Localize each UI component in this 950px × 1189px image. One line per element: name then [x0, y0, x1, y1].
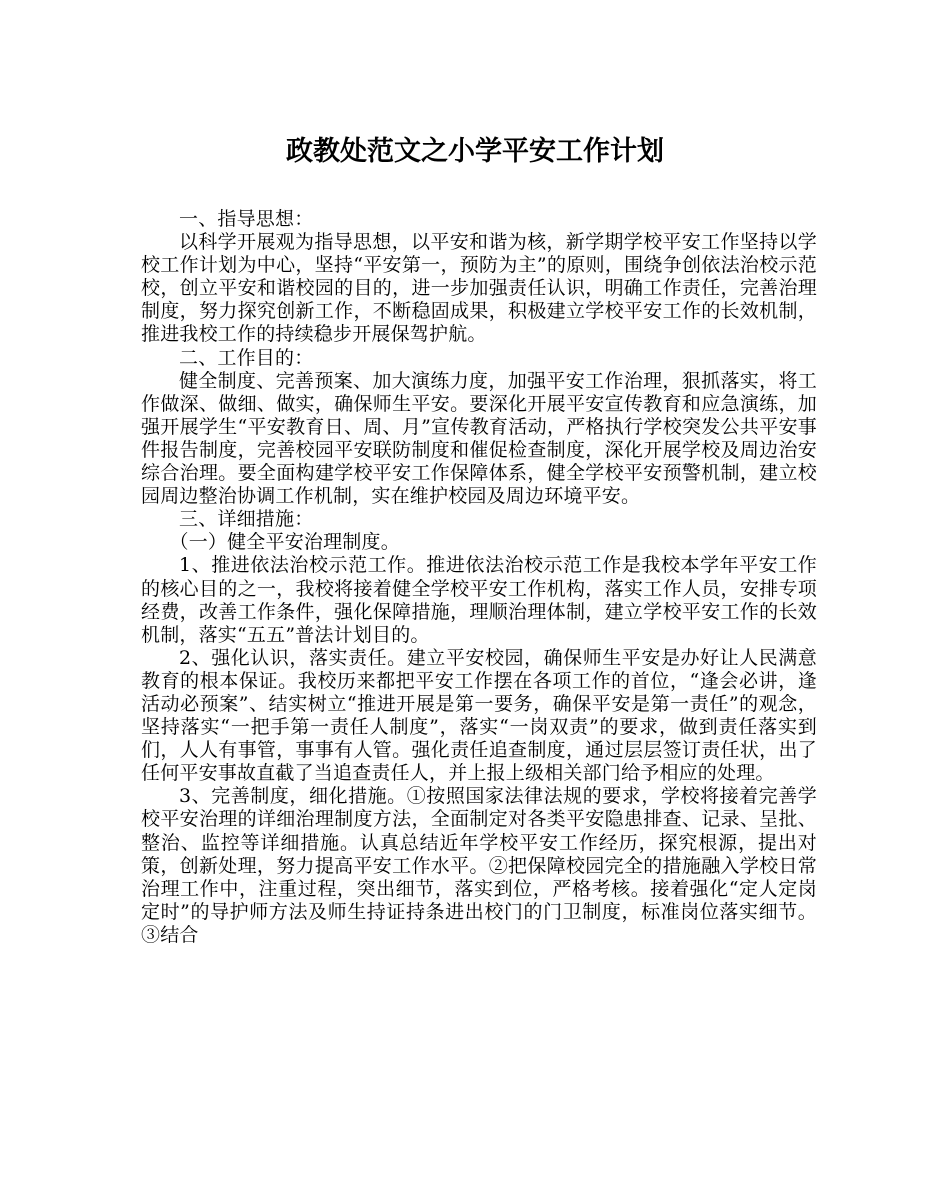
heading-work-goals: 二、工作目的： [179, 346, 314, 369]
subheading-safety-management: （一）健全平安治理制度。 [169, 531, 400, 554]
document-title: 政教处范文之小学平安工作计划 [286, 136, 664, 167]
document-body [141, 208, 817, 947]
paragraph-measure-3: 3、完善制度，细化措施。①按照国家法律法规的要求，学校将接着完善学校平安治理的详细治理制度方法，全面制定对各类平安隐患排查、记录、呈批、整治、监控等详细措施。认真总结近年学校平安工作经历，探究根源，提出对策，创新处理，努力提高平安工作水平。②把保障校园完全的措施融入学校日常治理工作中，注重过程，突出细节，落实到位，严格考核。接着强化“定人定岗定时”的导护师方法及师生持证持条进出校门的门卫制度，标准岗位落实细节。③结合 [141, 785, 817, 946]
paragraph-guiding-ideology: 以科学开展观为指导思想，以平安和谐为核，新学期学校平安工作坚持以学校工作计划为中心，坚持“平安第一，预防为主”的原则，围绕争创依法治校示范校，创立平安和谐校园的目的，进一步加强责任认识，明确工作责任，完善治理制度，努力探究创新工作，不断稳固成果，积极建立学校平安工作的长效机制，推进我校工作的持续稳步开展保驾护航。 [141, 231, 817, 346]
paragraph-measure-1: 1、推进依法治校示范工作。推进依法治校示范工作是我校本学年平安工作的核心目的之一，我校将接着健全学校平安工作机构，落实工作人员，安排专项经费，改善工作条件，强化保障措施，理顺治理体制，建立学校平安工作的长效机制，落实“五五”普法计划目的。 [141, 554, 817, 646]
paragraph-measure-2: 2、强化认识，落实责任。建立平安校园，确保师生平安是办好让人民满意教育的根本保证。我校历来都把平安工作摆在各项工作的首位，“逢会必讲，逢活动必预案”、结实树立“推进开展是第一要务，确保平安是第一责任”的观念，坚持落实“一把手第一责任人制度”，落实“一岗双责”的要求，做到责任落实到们，人人有事管，事事有人管。强化责任追查制度，通过层层签订责任状，出了任何平安事故直截了当追查责任人，并上报上级相关部门给予相应的处理。 [141, 646, 817, 785]
heading-guiding-ideology: 一、指导思想： [179, 208, 314, 230]
heading-detailed-measures: 三、详细措施： [179, 508, 314, 531]
paragraph-work-goals: 健全制度、完善预案、加大演练力度，加强平安工作治理，狠抓落实，将工作做深、做细、做实，确保师生平安。要深化开展平安宣传教育和应急演练，加强开展学生“平安教育日、周、月”宣传教育活动，严格执行学校突发公共平安事件报告制度，完善校园平安联防制度和催促检查制度，深化开展学校及周边治安综合治理。要全面构建学校平安工作保障体系，健全学校平安预警机制，建立校园周边整治协调工作机制，实在维护校园及周边环境平安。 [141, 369, 817, 508]
